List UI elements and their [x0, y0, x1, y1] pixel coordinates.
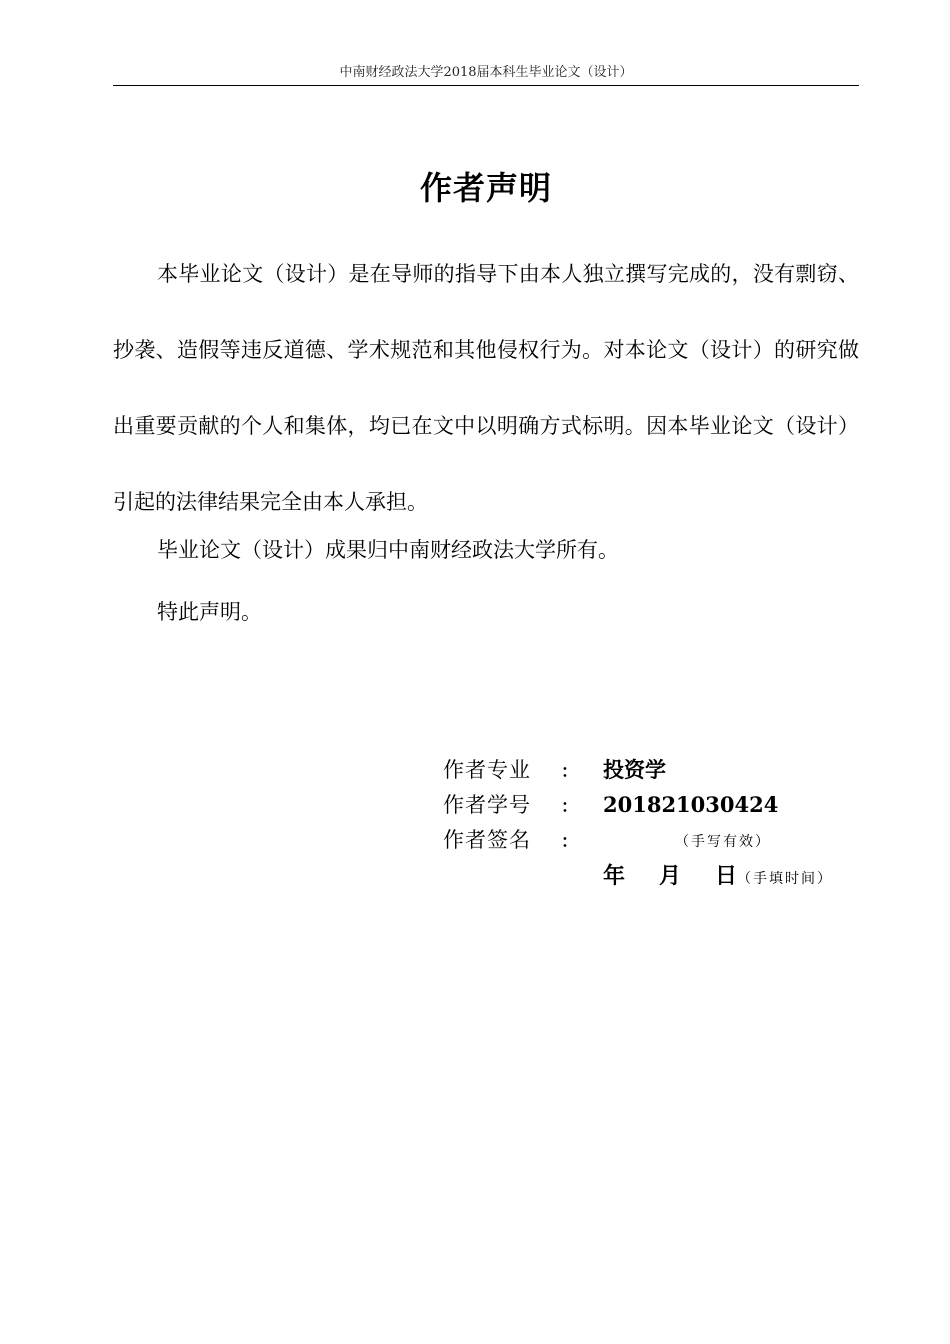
- author-major-label: 作者专业: [443, 758, 531, 782]
- author-major-value: 投资学: [603, 757, 666, 782]
- year-label: 年: [603, 863, 626, 889]
- colon: ：: [561, 797, 578, 817]
- declaration-paragraph-3: 特此声明。: [157, 600, 262, 624]
- author-signature-label: 作者签名: [443, 828, 531, 852]
- colon: ：: [561, 762, 578, 782]
- signature-hint: （手写有效）: [675, 834, 771, 850]
- declaration-paragraph-2: 毕业论文（设计）成果归中南财经政法大学所有。: [157, 538, 619, 562]
- header-divider: [113, 85, 859, 86]
- colon: ：: [561, 832, 578, 852]
- date-line: [603, 861, 833, 894]
- page-title: 作者声明: [419, 169, 552, 207]
- running-header: 中南财经政法大学2018届本科生毕业论文（设计）: [339, 65, 633, 80]
- author-id-value: 201821030424: [603, 792, 779, 817]
- author-id-label: 作者学号: [443, 793, 531, 817]
- day-label: 日: [715, 863, 738, 889]
- declaration-paragraph-1: 本毕业论文（设计）是在导师的指导下由本人独立撰写完成的，没有剽窃、抄袭、造假等违反道德、学术规范和其他侵权行为。对本论文（设计）的研究做出重要贡献的个人和集体，均已在文中以明确方式标明。因本毕业论文（设计）引起的法律结果完全由本人承担。: [113, 262, 859, 514]
- date-hint: （手填时间）: [737, 871, 834, 887]
- month-label: 月: [659, 863, 682, 889]
